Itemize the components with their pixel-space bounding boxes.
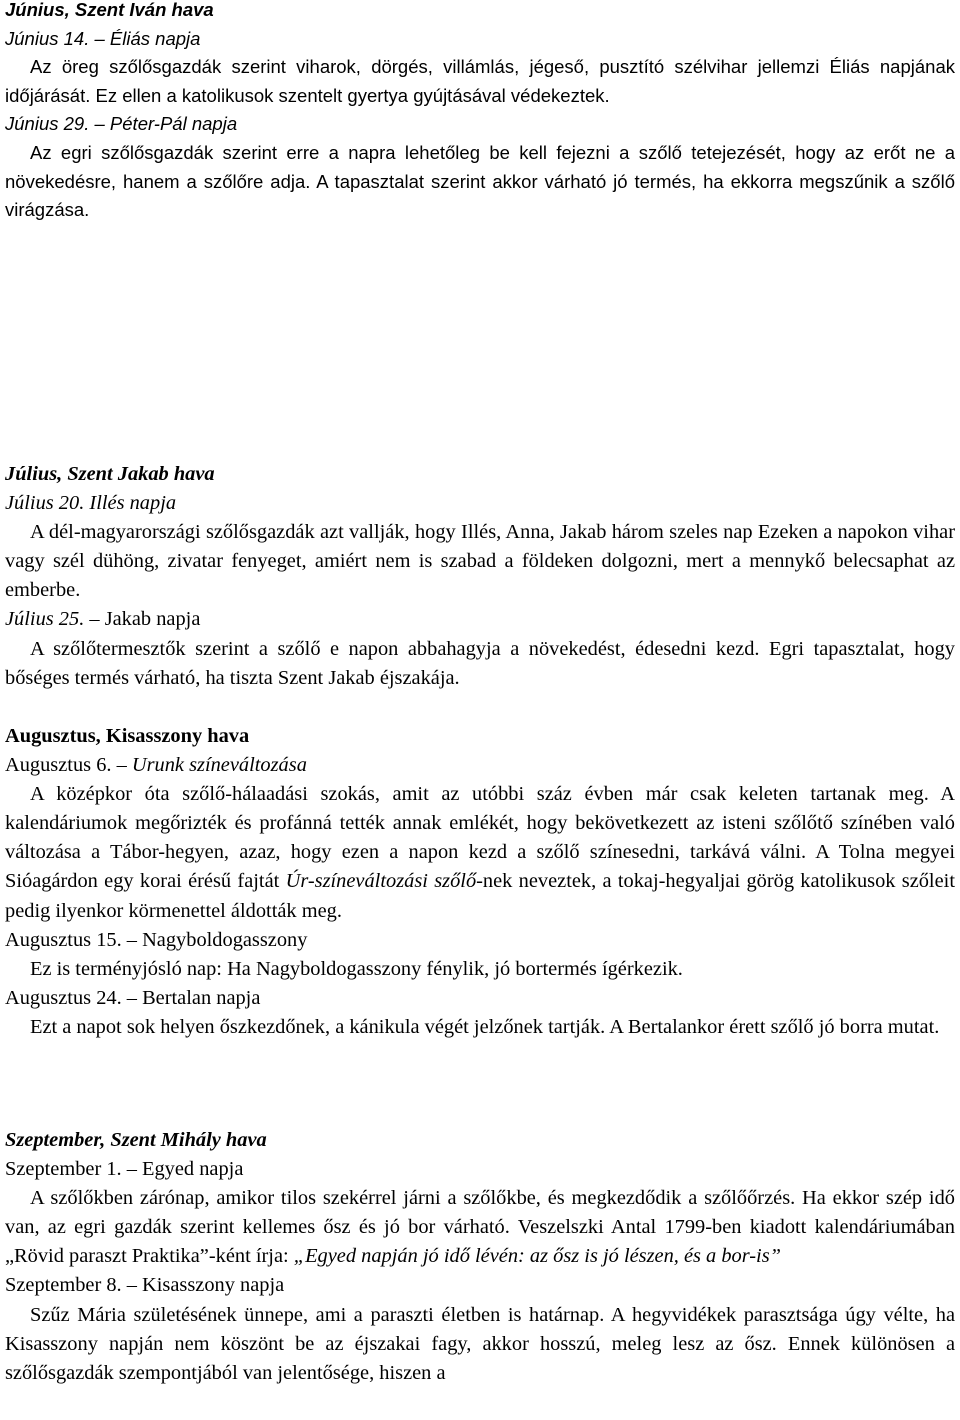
entry-date: Szeptember 8. (5, 1274, 122, 1297)
entry-date: Július 25. (5, 608, 85, 631)
entry-date: Augusztus 6. (5, 754, 112, 777)
entry-heading-august-6: Augusztus 6. – Urunk színeváltozása (5, 754, 307, 777)
entry-title: Egyed napja (142, 1158, 244, 1181)
section-september (5, 1126, 955, 1388)
entry-text-august-6: A középkor óta szőlő-hálaadási szokás, amit az utóbbi száz évben már csak keleten tartanak meg. A kalendáriumok megőrizték és profánná tették annak emlékét, hogy bekövetkezett az isteni szőlőtő színében való változása a Tábor-hegyen, azaz, hogy ezen a napon kezd a szőlő színesedni, tarkává válni. A Tolna megyei Sióagárdon egy korai érésű fajtát Úr-színeváltozási szőlő-nek neveztek, a tokaj-hegyaljai görög katolikusok szőleit pedig ilyenkor körmenettel áldották meg. (5, 783, 955, 922)
section-august (5, 722, 955, 1042)
month-heading-june: Június, Szent Iván hava (5, 0, 214, 20)
grape-variety-name: Úr-színeváltozási szőlő (285, 870, 477, 893)
entry-title: Urunk színeváltozása (131, 754, 307, 777)
entry-date: Augusztus 15. (5, 928, 122, 951)
entry-heading-september-1: Szeptember 1. – Egyed napja (5, 1158, 244, 1181)
entry-title: Bertalan napja (142, 986, 261, 1009)
entry-heading-august-15: Augusztus 15. – Nagyboldogasszony (5, 928, 308, 951)
entry-title: Péter-Pál napja (109, 113, 238, 135)
entry-text-july-25: A szőlőtermesztők szerint a szőlő e napon abbahagyja a növekedést, édesedni kezd. Egri tapasztalat, hogy bőséges termés várható, ha tiszta Szent Jakab éjszakája. (5, 637, 955, 689)
entry-text-july-20: A dél-magyarországi szőlősgazdák azt vallják, hogy Illés, Anna, Jakab három szeles nap Ezeken a napokon vihar vagy szél dühöng, zivatar fenyeget, amiért nem is szabad a földeken dolgozni, mert a mennykő belecsaphat az emberbe. (5, 521, 955, 602)
entry-heading-july-20 (5, 489, 955, 518)
entry-heading-august-24: Augusztus 24. – Bertalan napja (5, 986, 261, 1009)
entry-text-september-1: A szőlőkben zárónap, amikor tilos szekérrel járni a szőlőkbe, és megkezdődik a szőlőőrzés. Ha ekkor szép idő van, az egri gazdák szerint kellemes ősz és jó bor várható. Veszelszki Antal 1799-ben kiadott kalendáriumában „Rövid paraszt Praktika”-ként írja: „Egyed napján jó idő lévén: az ősz is jó lészen, és a bor-is” (5, 1187, 955, 1268)
entry-heading-june-29: Június 29. – Péter-Pál napja (5, 113, 238, 135)
entry-date: Június 29. (5, 113, 90, 135)
entry-heading-september-8: Szeptember 8. – Kisasszony napja (5, 1274, 285, 1297)
month-heading-july: Július, Szent Jakab hava (5, 463, 215, 485)
entry-text-june-29: Az egri szőlősgazdák szerint erre a napra lehetőleg be kell fejezni a szőlő tetejezését, hogy az erőt ne a növekedésre, hanem a szőlőre adja. A tapasztalat szerint akkor várható jó termés, ha ekkorra megszűnik a szőlő virágzása. (5, 141, 955, 221)
quotation: „Egyed napján jó idő lévén: az ősz is jó lészen, és a bor-is” (293, 1245, 782, 1268)
entry-date: Június 14. (5, 27, 90, 49)
entry-heading-june-14: Június 14. – Éliás napja (5, 27, 201, 49)
entry-date: Augusztus 24. (5, 986, 122, 1009)
entry-title: Kisasszony napja (142, 1274, 285, 1297)
section-june (5, 0, 955, 225)
section-july (5, 460, 955, 693)
entry-text-august-15: Ez is terményjósló nap: Ha Nagyboldogasszony fénylik, jó bortermés ígérkezik. (30, 957, 683, 980)
entry-date: Július 20. (5, 492, 85, 515)
month-heading-august: Augusztus, Kisasszony hava (5, 725, 250, 747)
entry-title: Éliás napja (109, 27, 201, 49)
entry-date: Szeptember 1. (5, 1158, 122, 1181)
entry-text-august-24: Ezt a napot sok helyen őszkezdőnek, a kánikula végét jelzőnek tartják. A Bertalankor érett szőlő jó borra mutat. (30, 1015, 940, 1038)
entry-text-june-14: Az öreg szőlősgazdák szerint viharok, dörgés, villámlás, jégeső, pusztító szélvihar jellemzi Éliás napjának időjárását. Ez ellen a katolikusok szentelt gyertya gyújtásával védekeztek. (5, 56, 955, 106)
entry-title: Jakab napja (104, 608, 201, 631)
entry-title: Nagyboldogasszony (142, 928, 308, 951)
entry-text-september-8: Szűz Mária születésének ünnepe, ami a paraszti életben is határnap. A hegyvidékek parasztsága úgy vélte, ha Kisasszony napján nem köszönt be az éjszakai fagy, akkor hosszú, meleg lesz az ősz. Ennek különösen a szőlősgazdák szempontjából van jelentősége, hiszen a (5, 1303, 955, 1384)
entry-heading-july-25: Július 25. – Jakab napja (5, 608, 201, 631)
entry-title: Illés napja (89, 492, 177, 515)
month-heading-september: Szeptember, Szent Mihály hava (5, 1129, 267, 1151)
